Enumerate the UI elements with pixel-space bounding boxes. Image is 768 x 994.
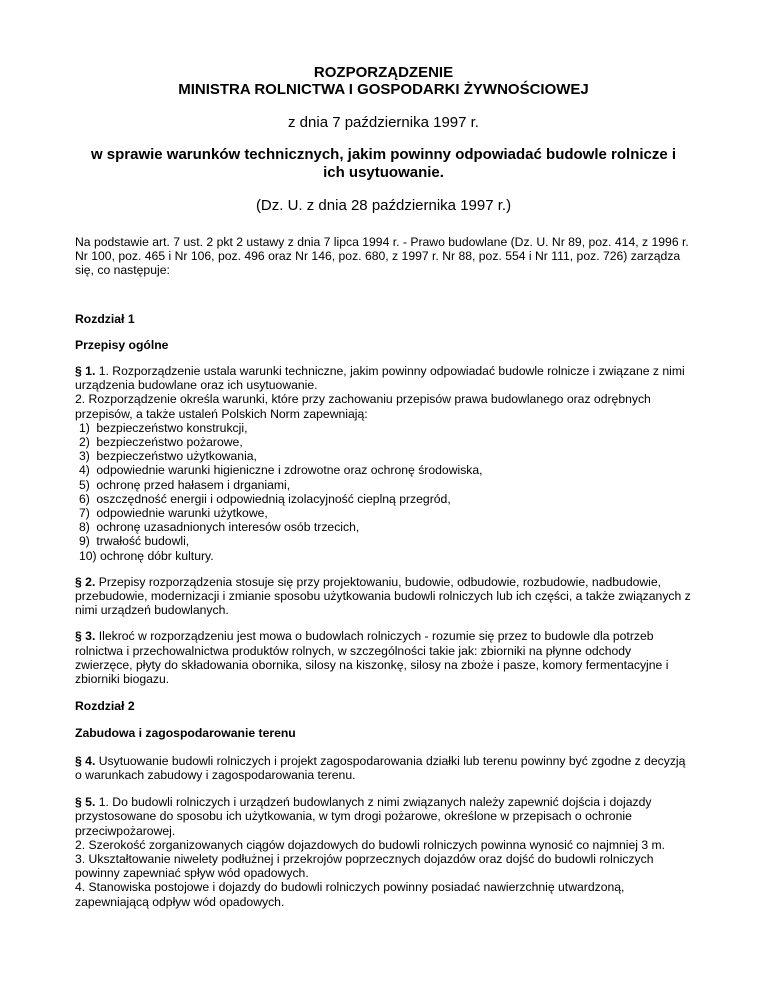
list-item-number: 2) xyxy=(79,435,90,450)
section-4-mark: § 4. xyxy=(75,753,96,768)
list-item-text: bezpieczeństwo pożarowe, xyxy=(96,435,243,450)
chapter-1-label: Rozdział 1 xyxy=(75,311,135,326)
list-item xyxy=(75,549,692,563)
publication-reference: (Dz. U. z dnia 28 października 1997 r.) xyxy=(255,197,512,214)
list-item-number: 10) xyxy=(79,548,97,563)
list-item-number: 3) xyxy=(79,449,90,464)
list-item-text: trwałość budowli, xyxy=(96,534,190,549)
chapter-1-title: Przepisy ogólne xyxy=(75,337,169,352)
document-subject: w sprawie warunków technicznych, jakim powinny odpowiadać budowle rolnicze i ich usytuowanie. xyxy=(90,146,677,181)
list-item-number: 8) xyxy=(79,520,90,535)
list-item-text: oszczędność energii i odpowiednią izolacyjność cieplną przegród, xyxy=(96,491,451,506)
list-item-text: odpowiednie warunki higieniczne i zdrowotne oraz ochronę środowiska, xyxy=(96,463,483,478)
list-item xyxy=(75,435,692,449)
list-item-text: ochronę dóbr kultury. xyxy=(100,548,214,563)
list-item xyxy=(75,534,692,548)
section-1-list xyxy=(75,421,692,563)
section-4-text: Usytuowanie budowli rolniczych i projekt zagospodarowania działki lub terenu powinny być zgodne z decyzją o warunkach zabudowy i zagospodarowania terenu. xyxy=(75,753,686,782)
list-item-text: ochronę uzasadnionych interesów osób trzecich, xyxy=(96,520,360,535)
list-item xyxy=(75,506,692,520)
section-5-paragraph-4: 4. Stanowiska postojowe i dojazdy do budowli rolniczych powinny posiadać nawierzchnię utwardzoną, zapewniającą odpływ wód opadowych. xyxy=(75,880,625,909)
document-header xyxy=(75,0,692,214)
section-1-paragraph-2: 2. Rozporządzenie określa warunki, które przy zachowaniu przepisów prawa budowlanego oraz odrębnych przepisów, a także ustaleń Polskich Norm zapewniają: xyxy=(75,392,651,421)
chapter-2-title: Zabudowa i zagospodarowanie terenu xyxy=(75,726,296,741)
section-3-text: Ilekroć w rozporządzeniu jest mowa o budowlach rolniczych - rozumie się przez to budowle dla potrzeb rolnictwa i przechowalnictwa produktów rolnych, w szczególności takie jak: zbiorniki na płynne odchody zwierzęce, płyty do składowania obornika, silosy na kiszonkę, silosy na zboże i pasze, komory fermentacyjne i zbiorniki biogazu. xyxy=(75,629,669,687)
section-2-mark: § 2. xyxy=(75,574,96,589)
section-5-paragraph-2: 2. Szerokość zorganizowanych ciągów dojazdowych do budowli rolniczych powinna wynosić co najmniej 3 m. xyxy=(75,837,666,852)
section-2-text: Przepisy rozporządzenia stosuje się przy projektowaniu, budowie, odbudowie, rozbudowie, nadbudowie, przebudowie, modernizacji i zmianie sposobu użytkowania budowli rolniczych lub ich części, a także związanych z nimi urządzeń budowlanych. xyxy=(75,574,691,618)
list-item-text: odpowiednie warunki użytkowe, xyxy=(96,506,268,521)
list-item-text: bezpieczeństwo konstrukcji, xyxy=(96,420,248,435)
section-2 xyxy=(75,575,692,618)
list-item-number: 5) xyxy=(79,477,90,492)
title-line-1: ROZPORZĄDZENIE xyxy=(313,64,454,81)
list-item-number: 9) xyxy=(79,534,90,549)
document-date: z dnia 7 października 1997 r. xyxy=(288,114,479,131)
list-item-text: bezpieczeństwo użytkowania, xyxy=(96,449,257,464)
section-4 xyxy=(75,754,692,782)
list-item-number: 6) xyxy=(79,491,90,506)
list-item-number: 1) xyxy=(79,420,90,435)
section-1-mark: § 1. xyxy=(75,364,96,379)
list-item-number: 7) xyxy=(79,506,90,521)
list-item-number: 4) xyxy=(79,463,90,478)
section-3-mark: § 3. xyxy=(75,629,96,644)
section-1-paragraph-1 xyxy=(75,364,692,392)
section-3 xyxy=(75,629,692,686)
preamble: Na podstawie art. 7 ust. 2 pkt 2 ustawy z dnia 7 lipca 1994 r. - Prawo budowlane (Dz. U. Nr 89, poz. 414, z 1996 r. Nr 100, poz. 465 i Nr 106, poz. 496 oraz Nr 146, poz. 680, z 1997 r. Nr 88, poz. 554 i Nr 111, poz. 726) zarządza się, co następuje: xyxy=(75,235,689,278)
section-5-paragraph-3: 3. Ukształtowanie niwelety podłużnej i przekrojów poprzecznych dojazdów oraz dojść do budowli rolniczych powinny zapewniać spływ wód opadowych. xyxy=(75,851,654,881)
section-1-text-1: 1. Rozporządzenie ustala warunki techniczne, jakim powinny odpowiadać budowle rolnicze i związane z nimi urządzenia budowlane oraz ich usytuowanie. xyxy=(75,364,685,393)
section-5-paragraph-1 xyxy=(75,795,692,838)
list-item xyxy=(75,449,692,463)
title-line-2: MINISTRA ROLNICTWA I GOSPODARKI ŻYWNOŚCIOWEJ xyxy=(178,81,589,98)
section-5-mark: § 5. xyxy=(75,795,96,810)
list-item xyxy=(75,463,692,477)
list-item xyxy=(75,492,692,506)
section-5 xyxy=(75,795,692,909)
list-item-text: ochronę przed hałasem i drganiami, xyxy=(96,477,291,492)
list-item xyxy=(75,421,692,435)
list-item xyxy=(75,478,692,492)
chapter-2-label: Rozdział 2 xyxy=(75,699,135,714)
list-item xyxy=(75,520,692,534)
section-5-text-1: 1. Do budowli rolniczych i urządzeń budowlanych z nimi związanych należy zapewnić dojścia i dojazdy przystosowane do sposobu ich użytkowania, w tym drogi pożarowe, określone w przepisach o ochronie przeciwpożarowej. xyxy=(75,795,652,838)
section-1 xyxy=(75,364,692,563)
